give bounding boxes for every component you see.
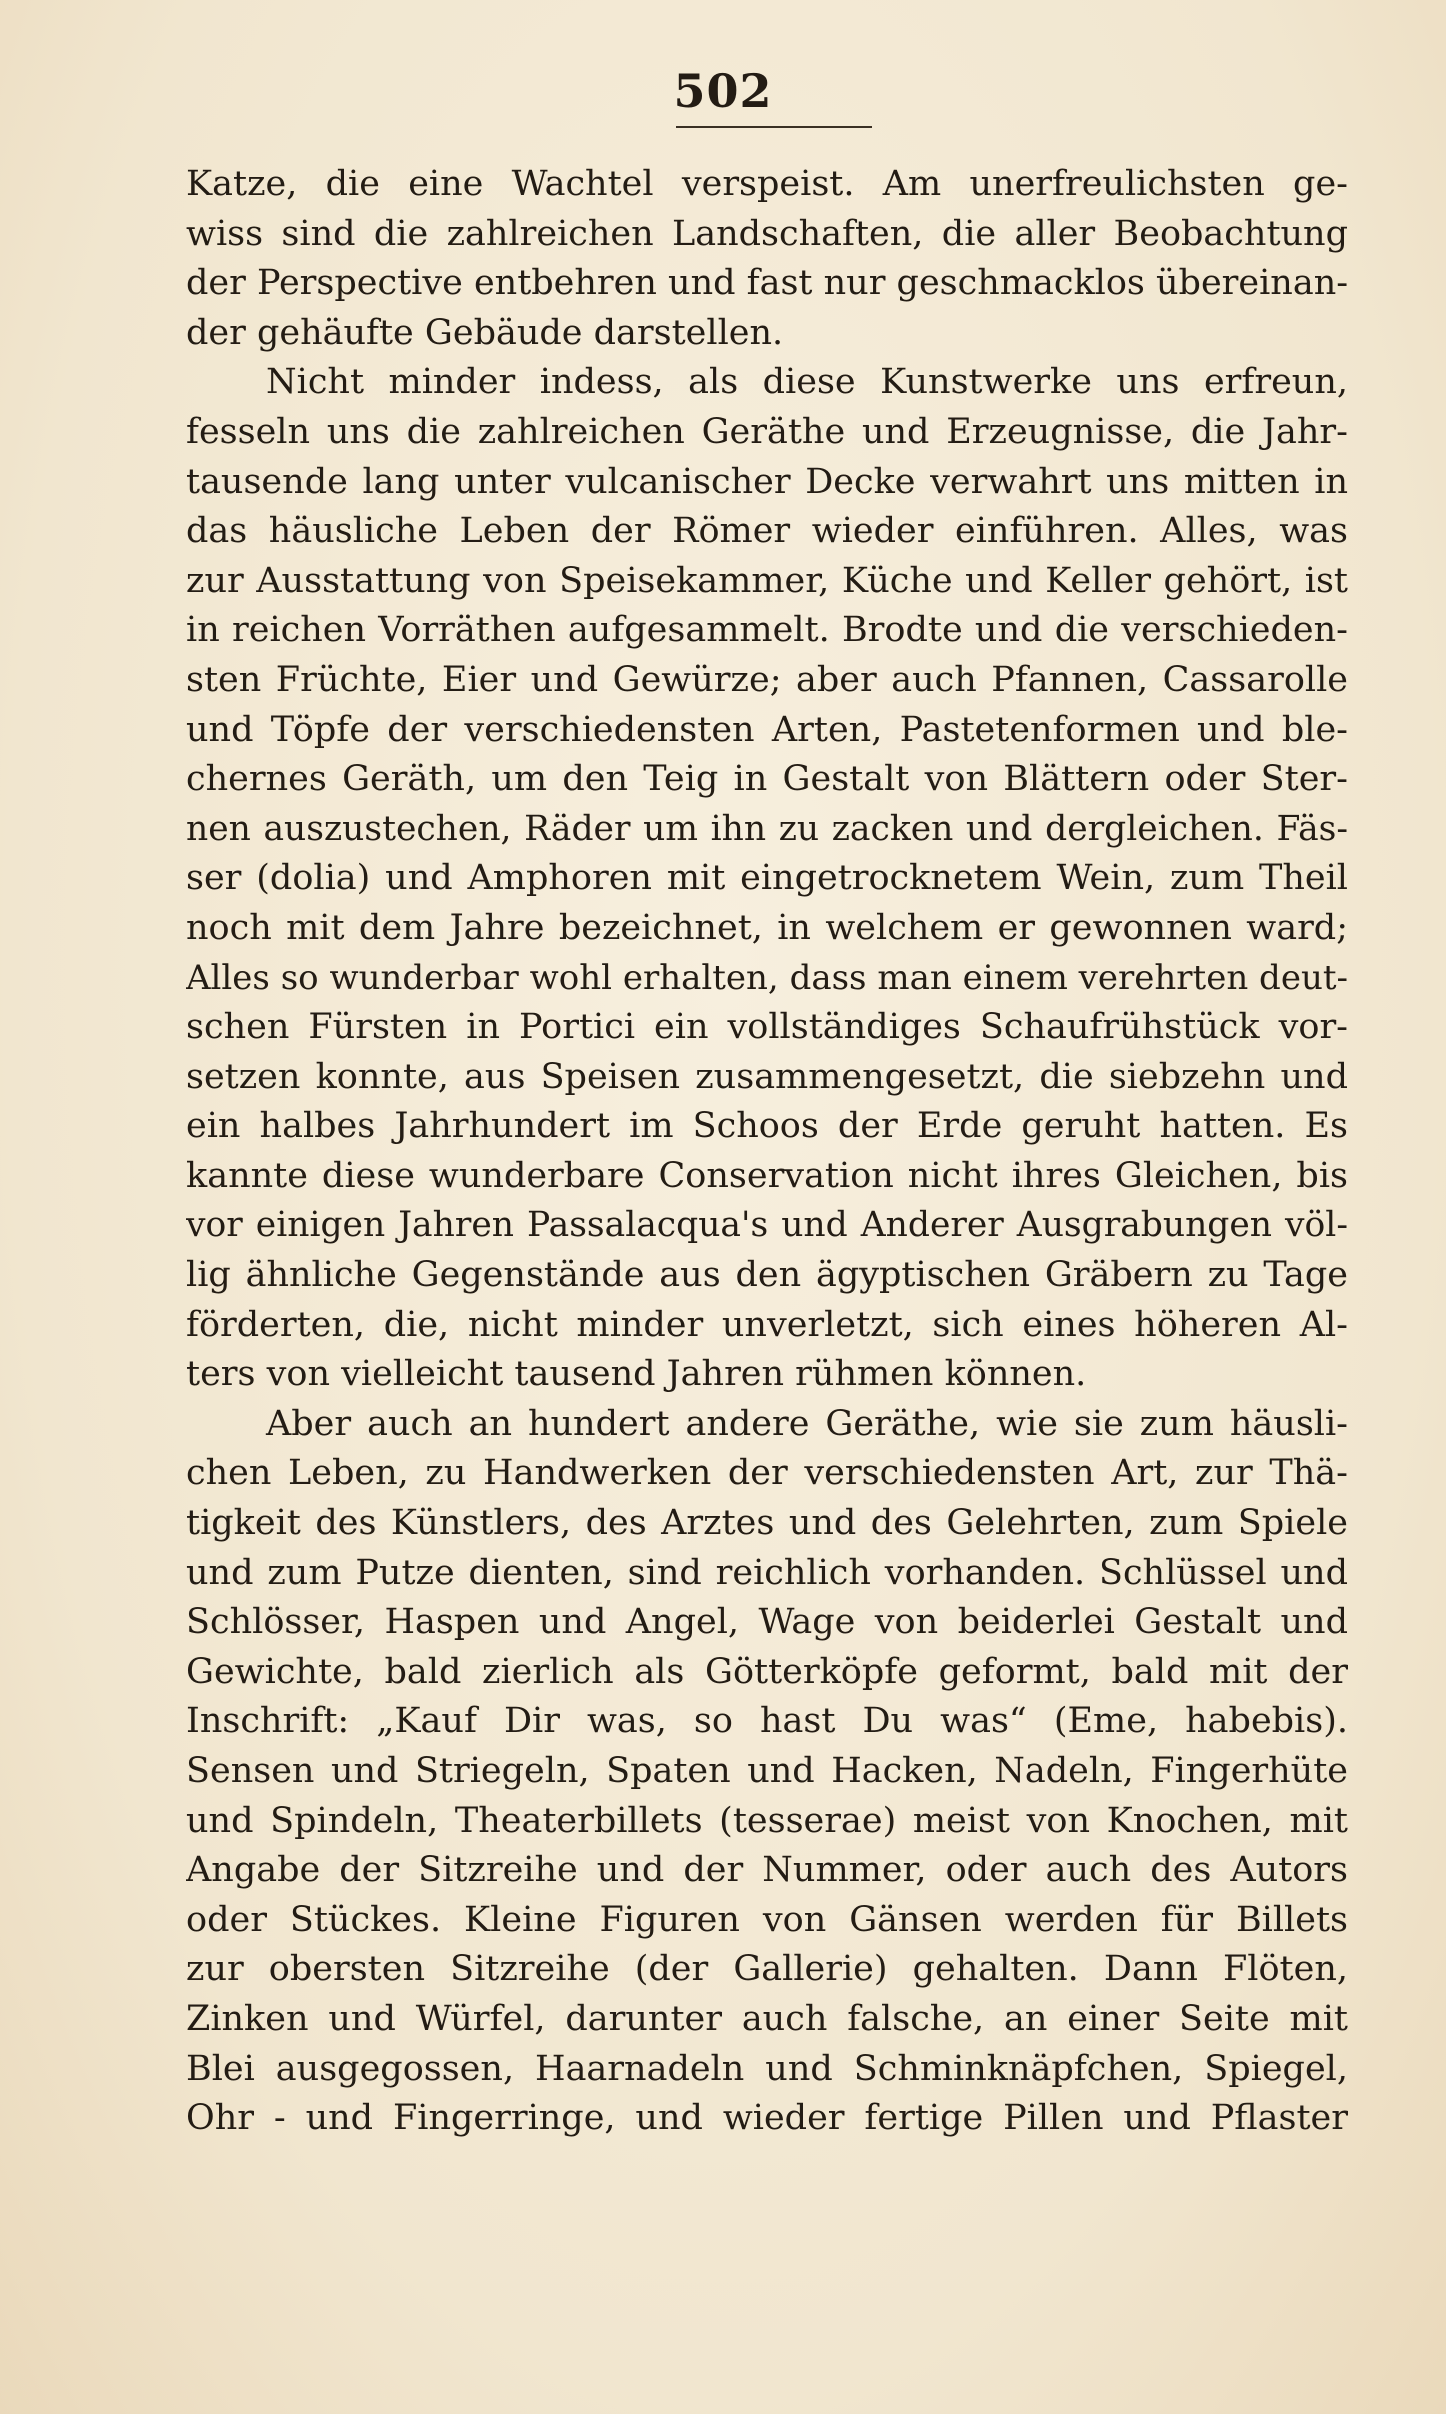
text-line: Sensen und Striegeln, Spaten und Hacken, Nadeln, Fingerhüte xyxy=(186,1751,1348,1791)
text-line: Gewichte, bald zierlich als Götterköpfe geformt, bald mit der xyxy=(186,1651,1348,1692)
text-line: fesseln uns die zahlreichen Geräthe und Erzeugnisse, die Jahr- xyxy=(186,411,1348,452)
text-line: noch mit dem Jahre bezeichnet, in welchem er gewonnen ward; xyxy=(186,907,1348,948)
text-line: der Perspective entbehren und fast nur geschmacklos übereinan- xyxy=(186,263,1348,304)
text-line: Katze, die eine Wachtel verspeist. Am unerfreulichsten ge- xyxy=(186,164,1348,204)
text-line: Zinken und Würfel, darunter auch falsche, an einer Seite mit xyxy=(186,1998,1348,2039)
text-line: förderten, die, nicht minder unverletzt, sich eines höheren Al- xyxy=(186,1304,1348,1345)
text-line: in reichen Vorräthen aufgesammelt. Brodte und die verschieden- xyxy=(186,610,1348,651)
text-line: setzen konnte, aus Speisen zusammengesetzt, die siebzehn und xyxy=(186,1056,1348,1097)
text-line: wiss sind die zahlreichen Landschaften, die aller Beobachtung xyxy=(186,213,1348,254)
text-line: vor einigen Jahren Passalacqua's und Anderer Ausgrabungen völ- xyxy=(186,1205,1348,1246)
text-line: Blei ausgegossen, Haarnadeln und Schminknäpfchen, Spiegel, xyxy=(186,2048,1348,2089)
text-line: chernes Geräth, um den Teig in Gestalt von Blättern oder Ster- xyxy=(186,759,1348,800)
text-line: lig ähnliche Gegenstände aus den ägyptischen Gräbern zu Tage xyxy=(186,1255,1348,1296)
text-line: ters von vielleicht tausend Jahren rühmen können. xyxy=(186,1354,1087,1395)
text-line: Alles so wunderbar wohl erhalten, dass man einem verehrten deut- xyxy=(186,957,1348,998)
text-line: schen Fürsten in Portici ein vollständiges Schaufrühstück vor- xyxy=(186,1007,1348,1048)
text-line: ein halbes Jahrhundert im Schoos der Erde geruht hatten. Es xyxy=(186,1106,1348,1147)
text-line: und Spindeln, Theaterbillets (tesserae) meist von Knochen, mit xyxy=(186,1800,1348,1841)
text-line: Ohr - und Fingerringe, und wieder fertige Pillen und Pflaster xyxy=(186,2098,1348,2139)
text-line: chen Leben, zu Handwerken der verschiedensten Art, zur Thä- xyxy=(186,1453,1348,1494)
text-line: Schlösser, Haspen und Angel, Wage von beiderlei Gestalt und xyxy=(186,1602,1348,1643)
text-line: der gehäufte Gebäude darstellen. xyxy=(186,312,784,353)
text-line: Nicht minder indess, als diese Kunstwerke uns erfreun, xyxy=(266,362,1348,403)
header-rule xyxy=(676,126,872,128)
text-line: und zum Putze dienten, sind reichlich vorhanden. Schlüssel und xyxy=(186,1552,1348,1593)
text-line: Inschrift: „Kauf Dir was, so hast Du was“ (Eme, habebis). xyxy=(186,1701,1348,1742)
text-line: tigkeit des Künstlers, des Arztes und des Gelehrten, zum Spiele xyxy=(186,1503,1348,1544)
text-line: das häusliche Leben der Römer wieder einführen. Alles, was xyxy=(186,511,1348,552)
text-line: zur Ausstattung von Speisekammer, Küche und Keller gehört, ist xyxy=(186,560,1348,601)
text-line: kannte diese wunderbare Conservation nicht ihres Gleichen, bis xyxy=(186,1155,1348,1196)
text-line: ser (dolia) und Amphoren mit eingetrocknetem Wein, zum Theil xyxy=(186,858,1348,899)
page-number: 502 xyxy=(673,64,773,118)
body-text xyxy=(186,160,1348,2144)
text-line: sten Früchte, Eier und Gewürze; aber auch Pfannen, Cassarolle xyxy=(186,659,1348,700)
text-line: und Töpfe der verschiedensten Arten, Pastetenformen und ble- xyxy=(186,709,1348,750)
text-line: nen auszustechen, Räder um ihn zu zacken und dergleichen. Fäs- xyxy=(186,808,1348,849)
text-line: Aber auch an hundert andere Geräthe, wie sie zum häusli- xyxy=(266,1403,1348,1444)
text-line: Angabe der Sitzreihe und der Nummer, oder auch des Autors xyxy=(186,1850,1348,1891)
text-line: oder Stückes. Kleine Figuren von Gänsen werden für Billets xyxy=(186,1899,1348,1940)
text-line: tausende lang unter vulcanischer Decke verwahrt uns mitten in xyxy=(186,461,1348,502)
text-line: zur obersten Sitzreihe (der Gallerie) gehalten. Dann Flöten, xyxy=(186,1949,1348,1990)
